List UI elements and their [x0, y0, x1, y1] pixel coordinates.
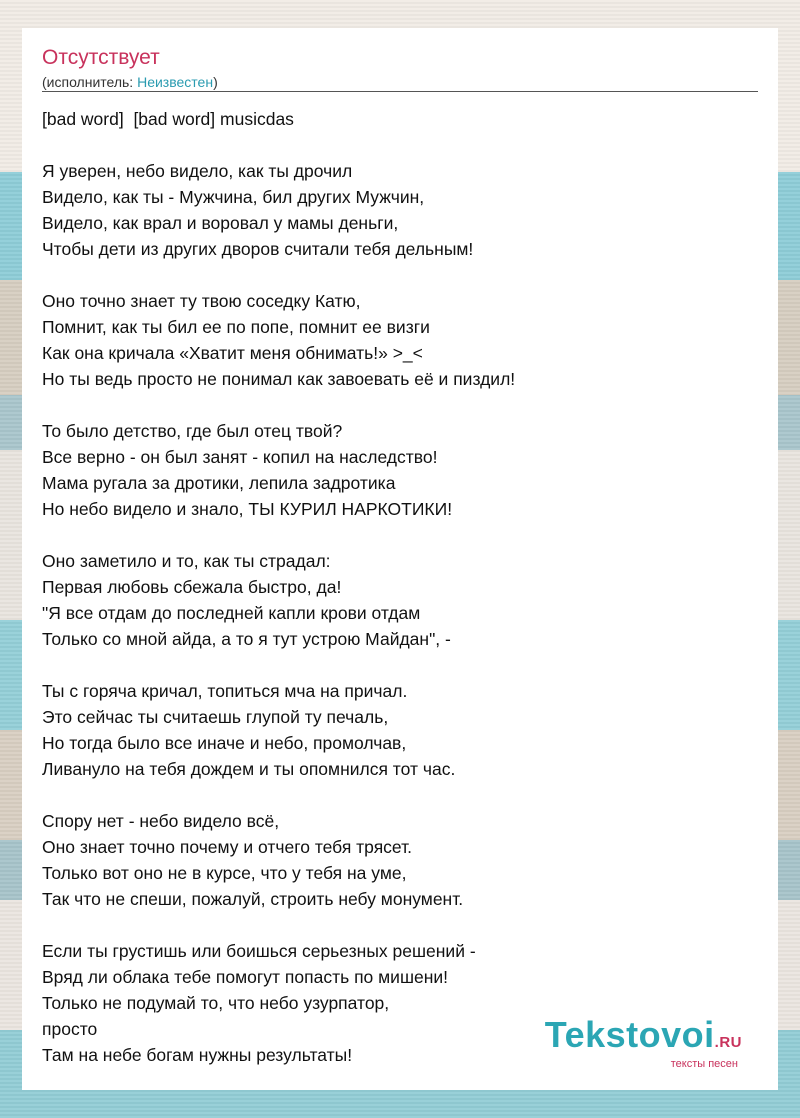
artist-close: ) — [213, 74, 218, 90]
logo-name: Tekstovoi — [544, 1014, 715, 1055]
lyric-line — [42, 522, 758, 548]
lyric-line — [42, 912, 758, 938]
lyric-line: Видело, как ты - Мужчина, бил других Мужчин, — [42, 187, 425, 207]
lyric-line: Ливануло на тебя дождем и ты опомнился тот час. — [42, 759, 456, 779]
lyric-line: Я уверен, небо видело, как ты дрочил — [42, 161, 353, 181]
lyric-line: "Я все отдам до последней капли крови отдам — [42, 603, 421, 623]
lyric-line: Но небо видело и знало, ТЫ КУРИЛ НАРКОТИКИ! — [42, 499, 453, 519]
lyric-line: Ты с горяча кричал, топиться мча на причал. — [42, 681, 408, 701]
lyric-line — [42, 132, 758, 158]
lyric-line: Оно заметило и то, как ты страдал: — [42, 551, 331, 571]
lyric-line: Только не подумай то, что небо узурпатор, — [42, 993, 390, 1013]
lyrics-sheet — [22, 28, 778, 1090]
song-title: Отсутствует — [42, 46, 160, 69]
lyric-line: Если ты грустишь или боишься серьезных решений - — [42, 941, 476, 961]
lyric-line: Оно знает точно почему и отчего тебя трясет. — [42, 837, 413, 857]
artist-line — [42, 73, 218, 91]
lyrics-body — [42, 106, 758, 1068]
lyric-line: Только вот оно не в курсе, что у тебя на уме, — [42, 863, 407, 883]
lyric-line: Все верно - он был занят - копил на наследство! — [42, 447, 438, 467]
lyric-line — [42, 652, 758, 678]
lyric-line: Только со мной айда, а то я тут устрою Майдан", - — [42, 629, 451, 649]
lyric-line: Первая любовь сбежала быстро, да! — [42, 577, 342, 597]
artist-link[interactable]: Неизвестен — [137, 74, 214, 90]
lyric-line: Помнит, как ты бил ее по попе, помнит ее визги — [42, 317, 430, 337]
lyric-line: Оно точно знает ту твою соседку Катю, — [42, 291, 361, 311]
lyric-line — [42, 782, 758, 808]
lyric-line: [bad word] [bad word] musicdas — [42, 109, 294, 129]
lyric-line: Это сейчас ты считаешь глупой ту печаль, — [42, 707, 389, 727]
lyric-line: Так что не спеши, пожалуй, строить небу монумент. — [42, 889, 464, 909]
lyric-line: То было детство, где был отец твой? — [42, 421, 343, 441]
lyric-line: Спору нет - небо видело всё, — [42, 811, 280, 831]
lyric-line: Как она кричала «Хватит меня обнимать!» >_< — [42, 343, 423, 363]
lyric-line — [42, 262, 758, 288]
site-logo[interactable] — [545, 1016, 742, 1070]
header-divider — [42, 91, 758, 92]
artist-label: (исполнитель: — [42, 74, 138, 90]
lyric-line: Но ты ведь просто не понимал как завоевать её и пиздил! — [42, 369, 516, 389]
logo-tld: .RU — [714, 1034, 742, 1051]
lyric-line: Вряд ли облака тебе помогут попасть по мишени! — [42, 967, 449, 987]
lyric-line: Мама ругала за дротики, лепила задротика — [42, 473, 396, 493]
logo-tagline: тексты песен — [670, 1058, 738, 1070]
lyric-line: Там на небе богам нужны результаты! — [42, 1045, 353, 1065]
lyric-line — [42, 392, 758, 418]
lyric-line: просто — [42, 1019, 98, 1039]
lyric-line: Видело, как врал и воровал у мамы деньги, — [42, 213, 399, 233]
lyric-line: Чтобы дети из других дворов считали тебя дельным! — [42, 239, 474, 259]
lyric-line: Но тогда было все иначе и небо, промолчав, — [42, 733, 407, 753]
